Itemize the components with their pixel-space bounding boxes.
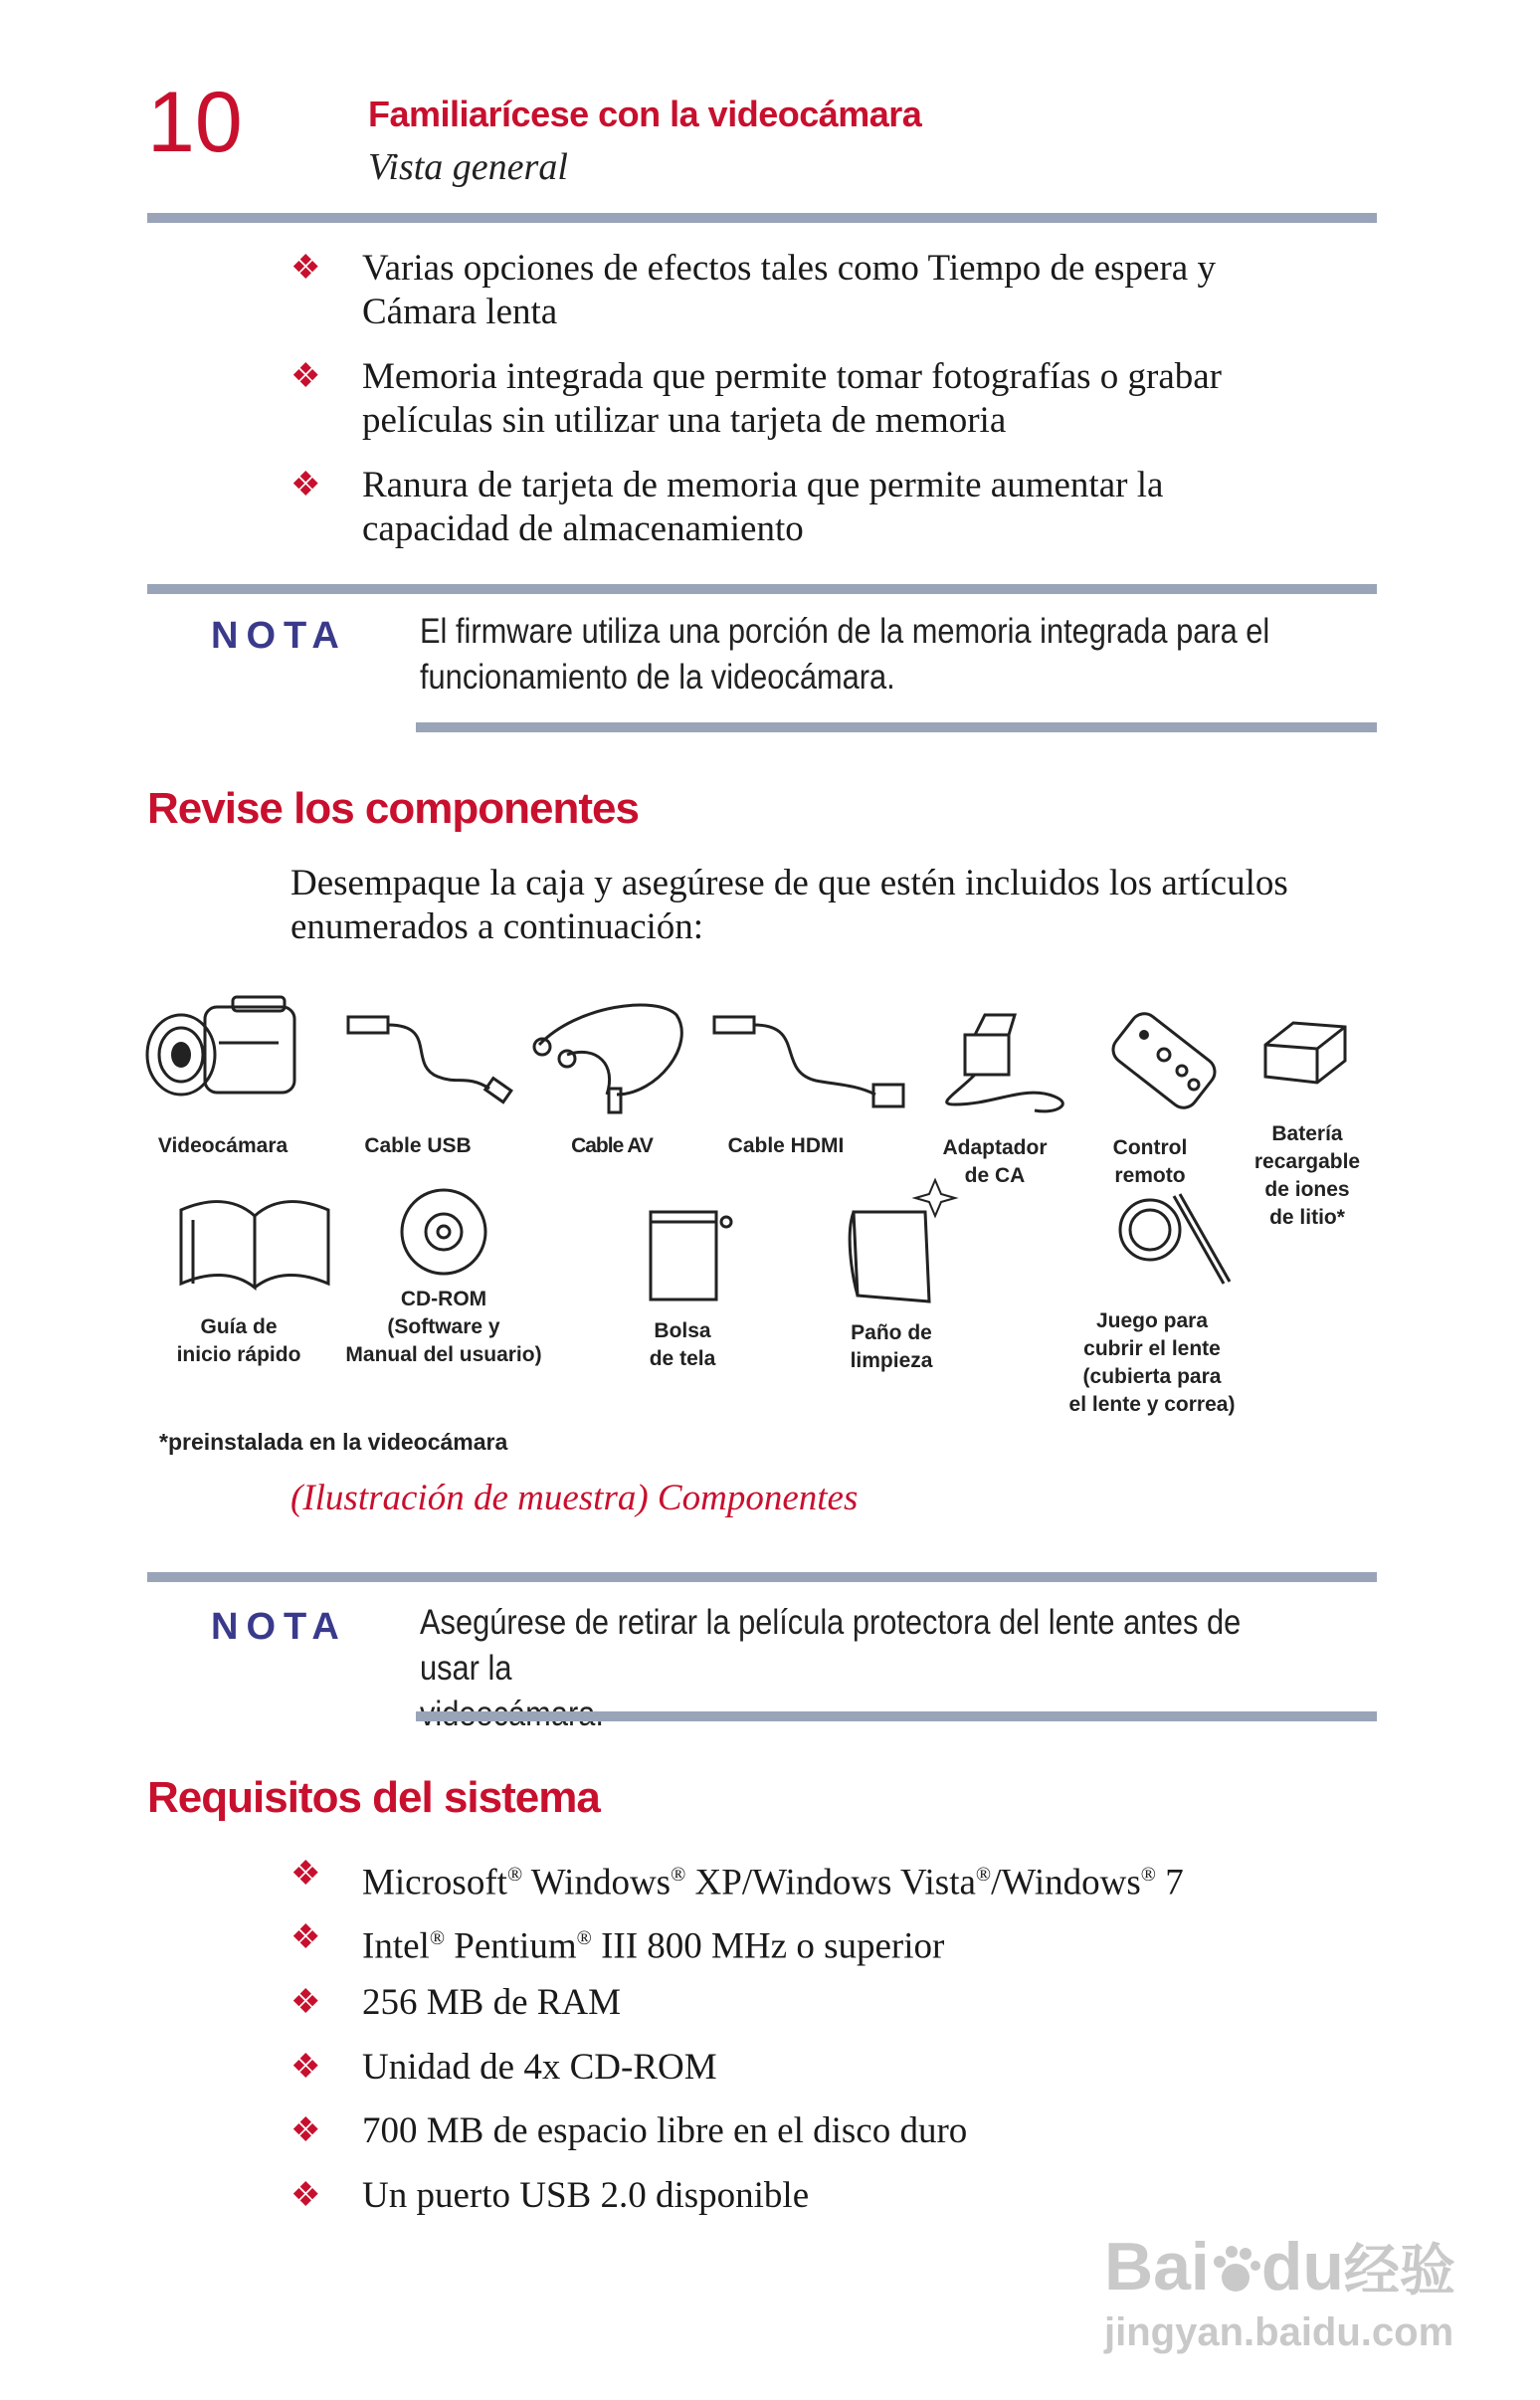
hdmi-cable-icon xyxy=(714,1017,903,1106)
diamond-bullet-icon: ❖ xyxy=(290,1856,321,1893)
cd-rom-icon xyxy=(402,1190,485,1274)
cleaning-cloth-icon xyxy=(850,1180,955,1301)
section-title: Vista general xyxy=(368,146,568,188)
components-intro xyxy=(290,862,1288,949)
note-bottom-rule xyxy=(416,1711,1377,1721)
note-label: NOTA xyxy=(211,615,347,657)
watermark-logo: Bai du经验 xyxy=(1104,2229,1455,2304)
paw-icon xyxy=(1210,2244,1261,2300)
item-label: Cable HDMI xyxy=(727,1134,845,1157)
page-number: 10 xyxy=(147,75,243,170)
chapter-title: Familiarícese con la videocámara xyxy=(368,94,922,134)
item-label: Juego para cubrir el lente (cubierta para el lente y correa) xyxy=(1068,1309,1236,1416)
item-label: Videocámara xyxy=(157,1134,289,1157)
note-line: funcionamiento de la videocámara. xyxy=(420,658,895,697)
usb-cable-icon xyxy=(348,1017,511,1102)
camcorder-icon xyxy=(147,997,294,1095)
feature-text: capacidad de almacenamiento xyxy=(362,508,804,549)
item-label: Cable AV xyxy=(571,1134,653,1157)
remote-control-icon xyxy=(1107,1008,1220,1113)
header-divider xyxy=(147,213,1377,223)
battery-icon xyxy=(1265,1023,1345,1083)
feature-text: Memoria integrada que permite tomar fotografías o grabar xyxy=(362,356,1223,397)
note-text xyxy=(420,609,1295,700)
note-top-rule xyxy=(147,584,1377,594)
note-line: El firmware utiliza una porción de la memoria integrada para el xyxy=(420,612,1270,651)
watermark-url: jingyan.baidu.com xyxy=(1104,2310,1454,2354)
quick-start-guide-icon xyxy=(181,1202,328,1288)
lens-cover-icon xyxy=(1120,1194,1230,1284)
diamond-bullet-icon: ❖ xyxy=(290,2177,321,2214)
feature-text: películas sin utilizar una tarjeta de memoria xyxy=(362,400,1007,441)
item-label: Adaptador de CA xyxy=(942,1136,1048,1187)
item-label: Batería recargable de iones de litio* xyxy=(1253,1122,1361,1229)
diamond-bullet-icon: ❖ xyxy=(290,2049,321,2086)
diamond-bullet-icon: ❖ xyxy=(290,2112,321,2149)
feature-text: Ranura de tarjeta de memoria que permite aumentar la xyxy=(362,465,1164,505)
note-label: NOTA xyxy=(211,1606,347,1648)
figure-caption: (Ilustración de muestra) Componentes xyxy=(290,1478,859,1518)
section-heading-components: Revise los componentes xyxy=(147,784,639,833)
item-label: Bolsa de tela xyxy=(649,1319,716,1370)
note-bottom-rule xyxy=(416,722,1377,732)
item-label: Guía de inicio rápido xyxy=(176,1315,301,1366)
feature-text: Cámara lenta xyxy=(362,292,558,332)
av-cable-icon xyxy=(534,1005,681,1112)
item-label: Control remoto xyxy=(1112,1136,1188,1187)
item-label: CD-ROM (Software y Manual del usuario) xyxy=(345,1288,542,1366)
ac-adapter-icon xyxy=(947,1015,1063,1111)
note-line: Asegúrese de retirar la película protectora del lente antes de usar la xyxy=(420,1603,1242,1688)
note-top-rule xyxy=(147,1572,1377,1582)
section-heading-requirements: Requisitos del sistema xyxy=(147,1773,600,1822)
diamond-bullet-icon: ❖ xyxy=(290,1919,321,1956)
footnote: *preinstalada en la videocámara xyxy=(159,1429,508,1455)
intro-line: Desempaque la caja y asegúrese de que estén incluidos los artículos xyxy=(290,863,1288,903)
cloth-bag-icon xyxy=(651,1212,731,1300)
intro-line: enumerados a continuación: xyxy=(290,906,704,947)
feature-text: Varias opciones de efectos tales como Tiempo de espera y xyxy=(362,248,1216,289)
item-label: Cable USB xyxy=(364,1134,472,1157)
diamond-bullet-icon: ❖ xyxy=(290,467,321,503)
diamond-bullet-icon: ❖ xyxy=(290,250,321,287)
diamond-bullet-icon: ❖ xyxy=(290,1984,321,2021)
diamond-bullet-icon: ❖ xyxy=(290,358,321,395)
item-label: Paño de limpieza xyxy=(850,1321,933,1372)
